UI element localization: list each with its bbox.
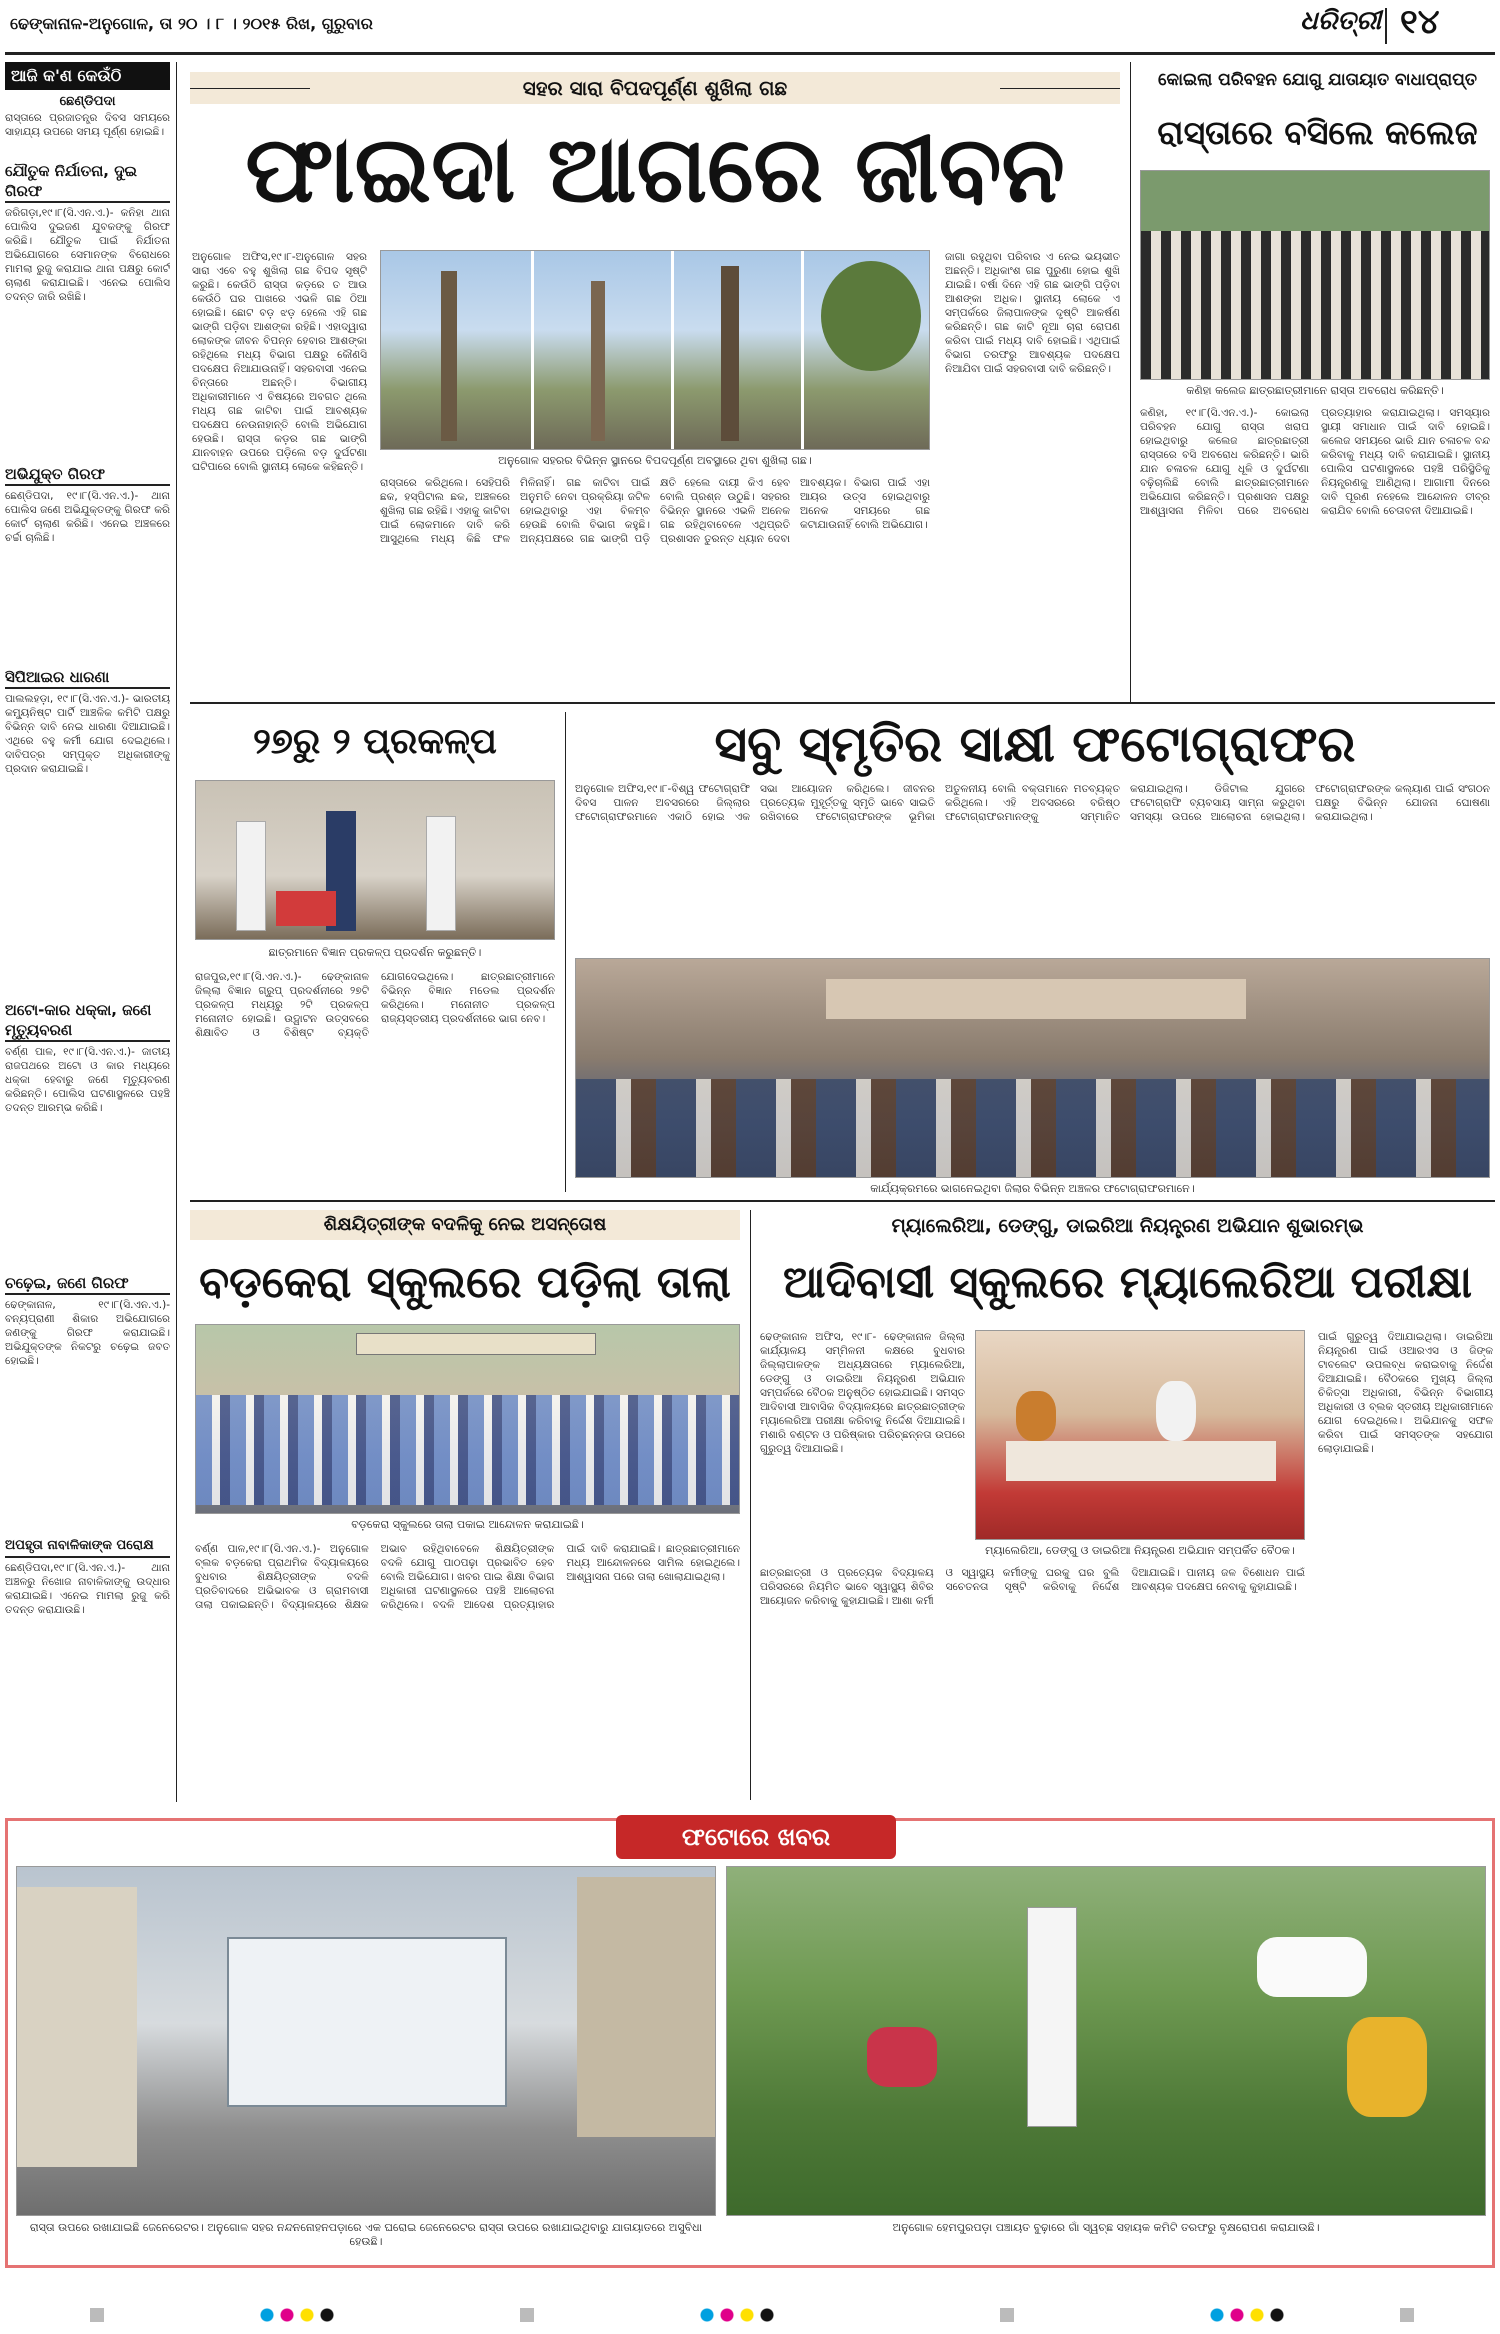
building-wall bbox=[17, 1887, 137, 2167]
lead-body-mid: ରାସ୍ତାରେ କରିଥିଲେ। ସେହିପରି ଛକ, ହସ୍ପିଟାଲ ଛକ, ଅଞ୍ଚଳରେ ଶୁଖିଲା ଗଛ ରହିଛି। ଏହାକୁ କାଟିବା ପାଇଁ ଲୋକମାନେ ଦାବି କରି ଆସୁଥିଲେ ମଧ୍ୟ କିଛି ଫଳ ମିଳିନାହିଁ। ଗଛ କାଟିବା ପାଇଁ ଅନୁମତି ନେବା ପ୍ରକ୍ରିୟା ଜଟିଳ ହୋଇଥିବାରୁ ଏହା ବିଳମ୍ବ ହେଉଛି ବୋଲି ବିଭାଗ କହୁଛି। ଅନ୍ୟପକ୍ଷରେ ଗଛ ଭାଙ୍ଗି ପଡ଼ି କ୍ଷତି ହେଲେ ଦାୟୀ କିଏ ହେବ ବୋଲି ପ୍ରଶ୍ନ ଉଠୁଛି। ସହରର ବିଭିନ୍ନ ସ୍ଥାନରେ ଏଭଳି ଅନେକ ଗଛ ରହିଥିବାବେଳେ ଏଥିପ୍ରତି ପ୍ରଶାସନ ତୁରନ୍ତ ଧ୍ୟାନ ଦେବା ଆବଶ୍ୟକ। ବିଭାଗ ପାଇଁ ଏହା ଆୟର ଉତ୍ସ ହୋଇଥିବାରୁ ଅନେକ ସମୟରେ ଗଛ କଟାଯାଉନାହିଁ ବୋଲି ଅଭିଯୋଗ। bbox=[380, 477, 930, 545]
photo-divider bbox=[671, 251, 674, 450]
photo-news-banner-text: ଫଟୋରେ ଖବର bbox=[681, 1823, 831, 1851]
science-photo-caption: ଛାତ୍ରମାନେ ବିଜ୍ଞାନ ପ୍ରକଳ୍ପ ପ୍ରଦର୍ଶନ କରୁଛନ୍ତି। bbox=[268, 946, 482, 959]
malaria-body-mid: ଛାତ୍ରଛାତ୍ରୀ ଓ ପ୍ରତ୍ୟେକ ବିଦ୍ୟାଳୟ ପରିସରରେ ନିୟମିତ ଭାବେ ସ୍ୱାସ୍ଥ୍ୟ ଶିବିର ଆୟୋଜନ କରିବାକୁ କୁହାଯାଇଛି। ଆଶା କର୍ମୀ ଓ ସ୍ୱାସ୍ଥ୍ୟ କର୍ମୀଙ୍କୁ ଘରକୁ ଘର ବୁଲି ସଚେତନତା ସୃଷ୍ଟି କରିବାକୁ ନିର୍ଦ୍ଦେଶ ଦିଆଯାଇଛି। ପାନୀୟ ଜଳ ବିଶୋଧନ ପାଇଁ ଆବଶ୍ୟକ ପଦକ୍ଷେପ ନେବାକୁ କୁହାଯାଇଛି। bbox=[760, 1567, 1305, 1607]
lead-photo-trees bbox=[380, 250, 930, 450]
generator-unit bbox=[227, 1937, 507, 2107]
school-photo bbox=[195, 1324, 740, 1514]
section-divider bbox=[1130, 62, 1131, 702]
masthead bbox=[0, 0, 1500, 52]
malaria-headline: ଆଦିବାସୀ ସ୍କୁଲରେ ମ୍ୟାଲେରିଆ ପରୀକ୍ଷା bbox=[783, 1257, 1472, 1308]
sidebar-item-title: ସିପିଆଇର ଧାରଣା bbox=[5, 667, 170, 689]
sidebar-item-title: ଅଟୋ-କାର ଧକ୍କା, ଜଣେ ମୃତ୍ୟୁବରଣ bbox=[5, 1000, 170, 1042]
sidebar-item-text: ଛେଣ୍ଡିପଦା, ୧୯।୮(ସି.ଏନ.ଏ.)- ଥାନା ପୋଲିସ ଜଣେ ଅଭିଯୁକ୍ତଙ୍କୁ ଗିରଫ କରି କୋର୍ଟ ଚାଲାଣ କରିଛି। ଏନେଇ ଅଞ୍ଚଳରେ ଚର୍ଚ୍ଚା ଚାଲିଛି। bbox=[5, 490, 170, 544]
malaria-photo-caption: ମ୍ୟାଲେରିଆ, ଡେଙ୍ଗୁ ଓ ଡାଇରିଆ ନିୟନ୍ତ୍ରଣ ଅଭିଯାନ ସମ୍ପର୍କିତ ବୈଠକ। bbox=[985, 1544, 1295, 1557]
lead-body-right: ଜାଗା ରହୁଥିବା ପରିବାର ଏ ନେଇ ଭୟଭୀତ ଅଛନ୍ତି। ଅଧିକାଂଶ ଗଛ ପୁରୁଣା ହୋଇ ଶୁଖି ଯାଇଛି। ବର୍ଷା ଦିନେ ଏହି ଗଛ ଭାଙ୍ଗି ପଡ଼ିବା ଆଶଙ୍କା ଅଧିକ। ସ୍ଥାନୀୟ ଲୋକେ ଏ ସମ୍ପର୍କରେ ଜିଲାପାଳଙ୍କ ଦୃଷ୍ଟି ଆକର୍ଷଣ କରିଛନ୍ତି। ଗଛ କାଟି ନୂଆ ଚାରା ରୋପଣ କରିବା ପାଇଁ ମଧ୍ୟ ଦାବି ହୋଇଛି। ଏଥିପାଇଁ ବିଭାଗ ତରଫରୁ ଆବଶ୍ୟକ ପଦକ୍ଷେପ ନିଆଯିବା ପାଇଁ ସହରବାସୀ ଦାବି କରିଛନ୍ତି। bbox=[945, 251, 1120, 375]
photo-story-headline: ସବୁ ସ୍ମୃତିର ସାକ୍ଷୀ ଫଟୋଗ୍ରାଫର bbox=[714, 715, 1356, 773]
person-planting bbox=[1347, 2017, 1427, 2117]
lead-headline: ଫାଇଦା ଆଗରେ ଜୀବନ bbox=[245, 116, 1065, 223]
cmyk-dots bbox=[260, 2308, 340, 2322]
generator-photo bbox=[16, 1866, 716, 2216]
malaria-body-left: ଢେଙ୍କାନାଳ ଅଫିସ, ୧୯।୮- ଢେଙ୍କାନାଳ ଜିଲ୍ଲା କାର୍ଯ୍ୟାଳୟ ସମ୍ମିଳନୀ କକ୍ଷରେ ବୁଧବାର ଜିଲ୍ଲାପାଳଙ୍କ ଅଧ୍ୟକ୍ଷତାରେ ମ୍ୟାଲେରିଆ, ଡେଙ୍ଗୁ ଓ ଡାଇରିଆ ନିୟନ୍ତ୍ରଣ ଅଭିଯାନ ସମ୍ପର୍କରେ ବୈଠକ ଅନୁଷ୍ଠିତ ହୋଇଯାଇଛି। ସମସ୍ତ ଆଦିବାସୀ ଆବାସିକ ବିଦ୍ୟାଳୟରେ ଛାତ୍ରଛାତ୍ରୀଙ୍କ ମ୍ୟାଲେରିଆ ପରୀକ୍ଷା କରିବାକୁ ନିର୍ଦ୍ଦେଶ ଦିଆଯାଇଛି। ମଶାରି ବଣ୍ଟନ ଓ ପରିଷ୍କାର ପରିଚ୍ଛନ୍ନତା ଉପରେ ଗୁରୁତ୍ୱ ଦିଆଯାଇଛି। bbox=[760, 1331, 965, 1455]
photo-news-frame bbox=[5, 1818, 1495, 2268]
school-body: ବର୍ଣ୍ଣ ପାଳ,୧୯।୮(ସି.ଏନ.ଏ.)- ଅନୁଗୋଳ ବ୍ଲକ ବଡ଼କେରା ପ୍ରାଥମିକ ବିଦ୍ୟାଳୟରେ ବୁଧବାର ଶିକ୍ଷୟିତ୍ରୀଙ୍କ ବଦଳି ପ୍ରତିବାଦରେ ଅଭିଭାବକ ଓ ଗ୍ରାମବାସୀ ତାଲା ପକାଇଛନ୍ତି। ବିଦ୍ୟାଳୟରେ ଶିକ୍ଷକ ଅଭାବ ରହିଥିବାବେଳେ ଶିକ୍ଷୟିତ୍ରୀଙ୍କ ବଦଳି ଯୋଗୁ ପାଠପଢ଼ା ପ୍ରଭାବିତ ହେବ ବୋଲି ଅଭିଯୋଗ। ଖବର ପାଇ ଶିକ୍ଷା ବିଭାଗ ଅଧିକାରୀ ଘଟଣାସ୍ଥଳରେ ପହଞ୍ଚି ଆଲୋଚନା କରିଥିଲେ। ବଦଳି ଆଦେଶ ପ୍ରତ୍ୟାହାର ପାଇଁ ଦାବି କରାଯାଇଛି। ଛାତ୍ରଛାତ୍ରୀମାନେ ମଧ୍ୟ ଆନ୍ଦୋଳନରେ ସାମିଲ ହୋଇଥିଲେ। ଆଶ୍ୱାସନା ପରେ ତାଲା ଖୋଲାଯାଇଥିଲା। bbox=[195, 1543, 740, 1611]
sidebar-intro: ରାସ୍ତାରେ ପ୍ରଜାତନ୍ତ୍ର ଦିବସ ସମୟରେ ସାହାଯ୍ୟ ଉପରେ ସମୟ ପୂର୍ଣ୍ଣ ହୋଇଛି। bbox=[5, 112, 170, 138]
person-planting bbox=[867, 2027, 937, 2087]
photographers-caption: କାର୍ଯ୍ୟକ୍ରମରେ ଭାଗନେଇଥିବା ଜିଲାର ବିଭିନ୍ନ ଅଞ୍ଚଳର ଫଟୋଗ୍ରାଫରମାନେ। bbox=[870, 1182, 1195, 1195]
school-photo-caption: ବଡ଼କେରା ସ୍କୁଲରେ ତାଲା ପକାଇ ଆନ୍ଦୋଳନ କରାଯାଇଛି। bbox=[351, 1518, 584, 1531]
sidebar-item-title: ଯୌତୁକ ନିର୍ଯାତନା, ଦୁଇ ଗିରଫ bbox=[5, 161, 170, 203]
malaria-meeting-photo bbox=[975, 1330, 1305, 1540]
photo-story-body: ଅନୁଗୋଳ ଅଫିସ,୧୯।୮-ବିଶ୍ୱ ଫଟୋଗ୍ରାଫି ଦିବସ ପାଳନ ଅବସରରେ ଜିଲ୍ଲାର ଫଟୋଗ୍ରାଫରମାନେ ଏକାଠି ହୋଇ ଏକ ସଭା ଆୟୋଜନ କରିଥିଲେ। ଜୀବନର ପ୍ରତ୍ୟେକ ମୁହୂର୍ତ୍ତକୁ ସ୍ମୃତି ଭାବେ ସାଇତି ରଖିବାରେ ଫଟୋଗ୍ରାଫରଙ୍କ ଭୂମିକା ଅତୁଳନୀୟ ବୋଲି ବକ୍ତାମାନେ ମତବ୍ୟକ୍ତ କରିଥିଲେ। ଏହି ଅବସରରେ ବରିଷ୍ଠ ଫଟୋଗ୍ରାଫରମାନଙ୍କୁ ସମ୍ମାନିତ କରାଯାଇଥିଲା। ଡିଜିଟାଲ ଯୁଗରେ ଫଟୋଗ୍ରାଫି ବ୍ୟବସାୟ ସାମ୍ନା କରୁଥିବା ସମସ୍ୟା ଉପରେ ଆଲୋଚନା ହୋଇଥିଲା। ଫଟୋଗ୍ରାଫରଙ୍କ କଲ୍ୟାଣ ପାଇଁ ସଂଗଠନ ପକ୍ଷରୁ ବିଭିନ୍ନ ଯୋଜନା ଘୋଷଣା କରାଯାଇଥିଲା। bbox=[575, 783, 1490, 823]
tree-trunk bbox=[591, 281, 605, 441]
lead-kicker bbox=[190, 72, 1120, 104]
sidebar-title: ଆଜି କ'ଣ କେଉଁଠି bbox=[5, 62, 170, 90]
science-photo bbox=[195, 780, 555, 940]
cmyk-dots bbox=[1210, 2308, 1290, 2322]
sidebar bbox=[5, 62, 170, 1802]
registration-block bbox=[520, 2308, 534, 2322]
school-banner bbox=[356, 1333, 596, 1355]
right-kicker: କୋଇଲା ପରିବହନ ଯୋଗୁ ଯାତାୟାତ ବାଧାପ୍ରାପ୍ତ bbox=[1158, 70, 1477, 90]
plantation-photo bbox=[726, 1866, 1486, 2216]
right-photo-students bbox=[1140, 170, 1490, 380]
sidebar-item-text: ଜରିଗଡ଼ା,୧୯।୮(ସି.ଏନ.ଏ.)- କନିହା ଥାନା ପୋଲିସ ଦୁଇଜଣ ଯୁବକଙ୍କୁ ଗିରଫ କରିଛି। ଯୌତୁକ ପାଇଁ ନିର୍ଯାତନା ଅଭିଯୋଗରେ ସେମାନଙ୍କ ବିରୋଧରେ ମାମଲା ରୁଜୁ କରାଯାଇ ଥାନା ପକ୍ଷରୁ କୋର୍ଟ ଚାଲାଣ କରାଯାଇଛି। ଏନେଇ ପୋଲିସ ତଦନ୍ତ ଜାରି ରଖିଛି। bbox=[5, 207, 170, 303]
school-kicker-text: ଶିକ୍ଷୟିତ୍ରୀଙ୍କ ବଦଳିକୁ ନେଇ ଅସନ୍ତୋଷ bbox=[323, 1214, 607, 1235]
dateline: ଢେଙ୍କାନାଳ-ଅନୁଗୋଳ, ତା ୨୦ । ୮ । ୨୦୧୫ ରିଖ, ଗୁରୁବାର bbox=[10, 14, 373, 33]
sidebar-item-title: ଚଢ଼େଇ, ଜଣେ ଗିରଫ bbox=[5, 1273, 170, 1295]
front-row bbox=[576, 1079, 1490, 1178]
school-headline: ବଡ଼କେରା ସ୍କୁଲରେ ପଡ଼ିଲା ତାଲା bbox=[199, 1257, 731, 1308]
project-model bbox=[276, 891, 336, 926]
malaria-kicker: ମ୍ୟାଲେରିଆ, ଡେଙ୍ଗୁ, ଡାଇରିଆ ନିୟନ୍ତ୍ରଣ ଅଭିଯାନ ଶୁଭାରମ୍ଭ bbox=[891, 1215, 1364, 1237]
publication-logo: ଧରିତ୍ରୀ bbox=[1300, 6, 1382, 36]
attendee-figure bbox=[1156, 1381, 1196, 1441]
photographers-group-photo bbox=[575, 958, 1490, 1178]
student-figure bbox=[236, 821, 266, 931]
photo-news-caption-right: ଅନୁଗୋଳ ହେମପୁରପଡ଼ା ପଞ୍ଚାୟତ ବୁଢ଼ାରେ ଗାଁ ସ୍ୱଚ୍ଛ ସହାୟକ କମିଟି ତରଫରୁ ବୃକ୍ଷରୋପଣ କରାଯାଉଛି। bbox=[892, 2221, 1320, 2234]
sidebar-item-text: ପାଲଲହଡ଼ା, ୧୯।୮(ସି.ଏନ.ଏ.)- ଭାରତୀୟ କମ୍ୟୁନିଷ୍ଟ ପାର୍ଟି ଆଞ୍ଚଳିକ କମିଟି ପକ୍ଷରୁ ବିଭିନ୍ନ ଦାବି ନେଇ ଧାରଣା ଦିଆଯାଇଛି। ଏଥିରେ ବହୁ କର୍ମୀ ଯୋଗ ଦେଇଥିଲେ। ଦାବିପତ୍ର ସମ୍ପୃକ୍ତ ଅଧିକାରୀଙ୍କୁ ପ୍ରଦାନ କରାଯାଇଛି। bbox=[5, 693, 170, 775]
header-divider bbox=[1385, 8, 1387, 44]
cmyk-dots bbox=[700, 2308, 780, 2322]
tree-trunk bbox=[721, 266, 739, 441]
registration-block bbox=[1000, 2308, 1014, 2322]
sidebar-item-title: ଅପହୃତା ନାବାଳିକାଙ୍କ ପରୋକ୍ଷ bbox=[5, 1536, 170, 1558]
cow-figure bbox=[1257, 1937, 1367, 1997]
science-body: ରାଜପୁର,୧୯।୮(ସି.ଏନ.ଏ.)- ଢେଙ୍କାନାଳ ଜିଲ୍ଲା ବିଜ୍ଞାନ ଗ୍ରୁପ୍ ପ୍ରଦର୍ଶନୀରେ ୨୭ଟି ପ୍ରକଳ୍ପ ମଧ୍ୟରୁ ୨ଟି ପ୍ରକଳ୍ପ ମନୋନୀତ ହୋଇଛି। ଉଦ୍ଘାଟନ ଉତ୍ସବରେ ଶିକ୍ଷାବିତ ଓ ବିଶିଷ୍ଟ ବ୍ୟକ୍ତି ଯୋଗଦେଇଥିଲେ। ଛାତ୍ରଛାତ୍ରୀମାନେ ବିଭିନ୍ନ ବିଜ୍ଞାନ ମଡେଲ ପ୍ରଦର୍ଶନ କରିଥିଲେ। ମନୋନୀତ ପ୍ରକଳ୍ପ ରାଜ୍ୟସ୍ତରୀୟ ପ୍ରଦର୍ଶନୀରେ ଭାଗ ନେବ। bbox=[195, 971, 555, 1039]
sidebar-sub: ଛେଣ୍ଡିପଦା bbox=[59, 94, 116, 109]
lead-photo-caption: ଅନୁଗୋଳ ସହରର ବିଭିନ୍ନ ସ୍ଥାନରେ ବିପଦପୂର୍ଣ୍ଣ ଅବସ୍ଥାରେ ଥିବା ଶୁଖିଲା ଗଛ। bbox=[498, 454, 812, 467]
malaria-body-right: ପାଇଁ ଗୁରୁତ୍ୱ ଦିଆଯାଇଥିଲା। ଡାଇରିଆ ନିୟନ୍ତ୍ରଣ ପାଇଁ ଓଆରଏସ ଓ ଜିଙ୍କ ଟାବଲେଟ ଉପଲବ୍ଧ କରାଇବାକୁ ନିର୍ଦ୍ଦେଶ ଦିଆଯାଇଛି। ବୈଠକରେ ମୁଖ୍ୟ ଜିଲ୍ଲା ଚିକିତ୍ସା ଅଧିକାରୀ, ବିଭିନ୍ନ ବିଭାଗୀୟ ଅଧିକାରୀ ଓ ବ୍ଲକ ସ୍ତରୀୟ ଅଧିକାରୀମାନେ ଯୋଗ ଦେଇଥିଲେ। ଅଭିଯାନକୁ ସଫଳ କରିବା ପାଇଁ ସମସ୍ତଙ୍କ ସହଯୋଗ ଲୋଡ଼ାଯାଇଛି। bbox=[1318, 1331, 1493, 1455]
section-rule bbox=[190, 1200, 1495, 1202]
print-registration-strip bbox=[0, 2300, 1500, 2330]
children-group bbox=[196, 1395, 740, 1505]
section-divider bbox=[750, 1210, 751, 1800]
attendee-figure bbox=[1016, 1391, 1056, 1441]
tree-canopy bbox=[821, 261, 921, 371]
section-rule bbox=[190, 702, 1495, 704]
building-wall bbox=[577, 1877, 716, 2137]
header-rule bbox=[5, 52, 1495, 55]
school-kicker bbox=[190, 1210, 740, 1240]
registration-block bbox=[1400, 2308, 1414, 2322]
photo-divider bbox=[531, 251, 534, 450]
science-headline: ୨୭ରୁ ୨ ପ୍ରକଳ୍ପ bbox=[253, 721, 497, 762]
lead-body-left: ଅନୁଗୋଳ ଅଫିସ,୧୯।୮-ଅନୁଗୋଳ ସହର ସାରା ଏବେ ବହୁ ଶୁଖିଲା ଗଛ ବିପଦ ସୃଷ୍ଟି କରୁଛି। କେଉଁଠି ରାସ୍ତା କଡ଼ରେ ତ ଆଉ କେଉଁଠି ଘର ପାଖରେ ଏଭଳି ଗଛ ଠିଆ ହୋଇଛି। ଛୋଟ ବଡ଼ ଝଡ଼ ହେଲେ ଏହି ଗଛ ଭାଙ୍ଗି ପଡ଼ିବା ଆଶଙ୍କା ରହିଛି। ଏହାଦ୍ୱାରା ଲୋକଙ୍କ ଜୀବନ ବିପନ୍ନ ହେବାର ଆଶଙ୍କା ରହିଥିଲେ ମଧ୍ୟ ବିଭାଗ ପକ୍ଷରୁ କୌଣସି ପଦକ୍ଷେପ ନିଆଯାଉନାହିଁ। ସହରବାସୀ ଏନେଇ ଚିନ୍ତାରେ ଅଛନ୍ତି। ବିଭାଗୀୟ ଅଧିକାରୀମାନେ ଏ ବିଷୟରେ ଅବଗତ ଥିଲେ ମଧ୍ୟ ଗଛ କାଟିବା ପାଇଁ ଆବଶ୍ୟକ ପଦକ୍ଷେପ ନେଉନାହାନ୍ତି ବୋଲି ଅଭିଯୋଗ ହେଉଛି। ରାସ୍ତା କଡ଼ର ଗଛ ଭାଙ୍ଗି ଯାନବାହନ ଉପରେ ପଡ଼ିଲେ ବଡ଼ ଦୁର୍ଘଟଣା ଘଟିପାରେ ବୋଲି ସ୍ଥାନୀୟ ଲୋକେ କହିଛନ୍ତି। bbox=[192, 251, 367, 473]
right-photo-caption: କଣିହା କଲେଜ ଛାତ୍ରଛାତ୍ରୀମାନେ ରାସ୍ତା ଅବରୋଧ କରିଛନ୍ତି। bbox=[1186, 384, 1444, 397]
person-standing bbox=[1027, 1907, 1077, 2127]
sidebar-item-title: ଅଭିଯୁକ୍ତ ଗିରଫ bbox=[5, 464, 170, 486]
registration-block bbox=[90, 2308, 104, 2322]
page-number: ୧୪ bbox=[1400, 2, 1440, 42]
road-area bbox=[1141, 171, 1490, 231]
section-divider bbox=[565, 712, 566, 1192]
sidebar-divider bbox=[176, 62, 177, 1802]
photo-news-caption-left: ରାସ୍ତା ଉପରେ ରଖାଯାଇଛି ଜେନେରେଟର। ଅନୁଗୋଳ ସହର ନନ୍ଦନନୋହନପଡ଼ାରେ ଏକ ଘରୋଇ ଜେନେରେଟର ରାସ୍ତା ଉପରେ ରଖାଯାଇଥିବାରୁ ଯାତାୟାତରେ ଅସୁବିଧା ହେଉଛି। bbox=[29, 2221, 703, 2248]
student-figure bbox=[426, 816, 456, 931]
right-headline: ରାସ୍ତାରେ ବସିଲେ କଲେଜ bbox=[1157, 113, 1478, 152]
sidebar-item-text: ଛେଣ୍ଡିପଦା,୧୯।୮(ସି.ଏନ.ଏ.)- ଥାନା ଅଞ୍ଚଳରୁ ନିଖୋଜ ନାବାଳିକାଙ୍କୁ ଉଦ୍ଧାର କରାଯାଇଛି। ଏନେଇ ମାମଲା ରୁଜୁ କରି ତଦନ୍ତ କରାଯାଉଛି। bbox=[5, 1562, 170, 1616]
lead-kicker-line bbox=[1000, 88, 1120, 89]
photo-divider bbox=[801, 251, 804, 450]
lead-kicker-text: ସହର ସାରା ବିପଦପୂର୍ଣ୍ଣ ଶୁଖିଲା ଗଛ bbox=[522, 76, 788, 100]
sidebar-item-text: ଢେଙ୍କାନାଳ, ୧୯।୮(ସି.ଏନ.ଏ.)- ବନ୍ୟପ୍ରାଣୀ ଶିକାର ଅଭିଯୋଗରେ ଜଣଙ୍କୁ ଗିରଫ କରାଯାଇଛି। ଅଭିଯୁକ୍ତଙ୍କ ନିକଟରୁ ଚଢ଼େଇ ଜବତ ହୋଇଛି। bbox=[5, 1299, 170, 1367]
lead-kicker-line bbox=[190, 88, 310, 89]
right-body: କଣିହା, ୧୯।୮(ସି.ଏନ.ଏ.)- କୋଇଲା ପରିବହନ ଯୋଗୁ ରାସ୍ତା ଖରାପ ହୋଇଥିବାରୁ କଲେଜ ଛାତ୍ରଛାତ୍ରୀ ରାସ୍ତାରେ ବସି ଅବରୋଧ କରିଛନ୍ତି। ଭାରି ଯାନ ଚଳାଚଳ ଯୋଗୁ ଧୂଳି ଓ ଦୁର୍ଘଟଣା ବଢ଼ିଚାଲିଛି ବୋଲି ଛାତ୍ରଛାତ୍ରୀମାନେ ଅଭିଯୋଗ କରିଛନ୍ତି। ପ୍ରଶାସନ ପକ୍ଷରୁ ଆଶ୍ୱାସନା ମିଳିବା ପରେ ଅବରୋଧ ପ୍ରତ୍ୟାହାର କରାଯାଇଥିଲା। ସମସ୍ୟାର ସ୍ଥାୟୀ ସମାଧାନ ପାଇଁ ଦାବି ହୋଇଛି। କଲେଜ ସମୟରେ ଭାରି ଯାନ ଚଳାଚଳ ବନ୍ଦ କରିବାକୁ ମଧ୍ୟ ଦାବି କରାଯାଇଛି। ସ୍ଥାନୀୟ ପୋଲିସ ଘଟଣାସ୍ଥଳରେ ପହଞ୍ଚି ପରିସ୍ଥିତିକୁ ନିୟନ୍ତ୍ରଣକୁ ଆଣିଥିଲା। ଆଗାମୀ ଦିନରେ ଦାବି ପୂରଣ ନହେଲେ ଆନ୍ଦୋଳନ ତୀବ୍ର କରାଯିବ ବୋଲି ଚେତାବନୀ ଦିଆଯାଇଛି। bbox=[1140, 407, 1490, 517]
photo-news-banner bbox=[616, 1815, 896, 1859]
tree-trunk bbox=[441, 271, 457, 441]
meeting-table bbox=[1006, 1441, 1276, 1481]
banner-backdrop bbox=[826, 979, 1246, 1019]
sidebar-item-text: ବର୍ଣ୍ଣ ପାଳ, ୧୯।୮(ସି.ଏନ.ଏ.)- ଜାତୀୟ ରାଜପଥରେ ଅଟୋ ଓ କାର ମଧ୍ୟରେ ଧକ୍କା ହେବାରୁ ଜଣେ ମୃତ୍ୟୁବରଣ କରିଛନ୍ତି। ପୋଲିସ ଘଟଣାସ୍ଥଳରେ ପହଞ୍ଚି ତଦନ୍ତ ଆରମ୍ଭ କରିଛି। bbox=[5, 1046, 170, 1114]
